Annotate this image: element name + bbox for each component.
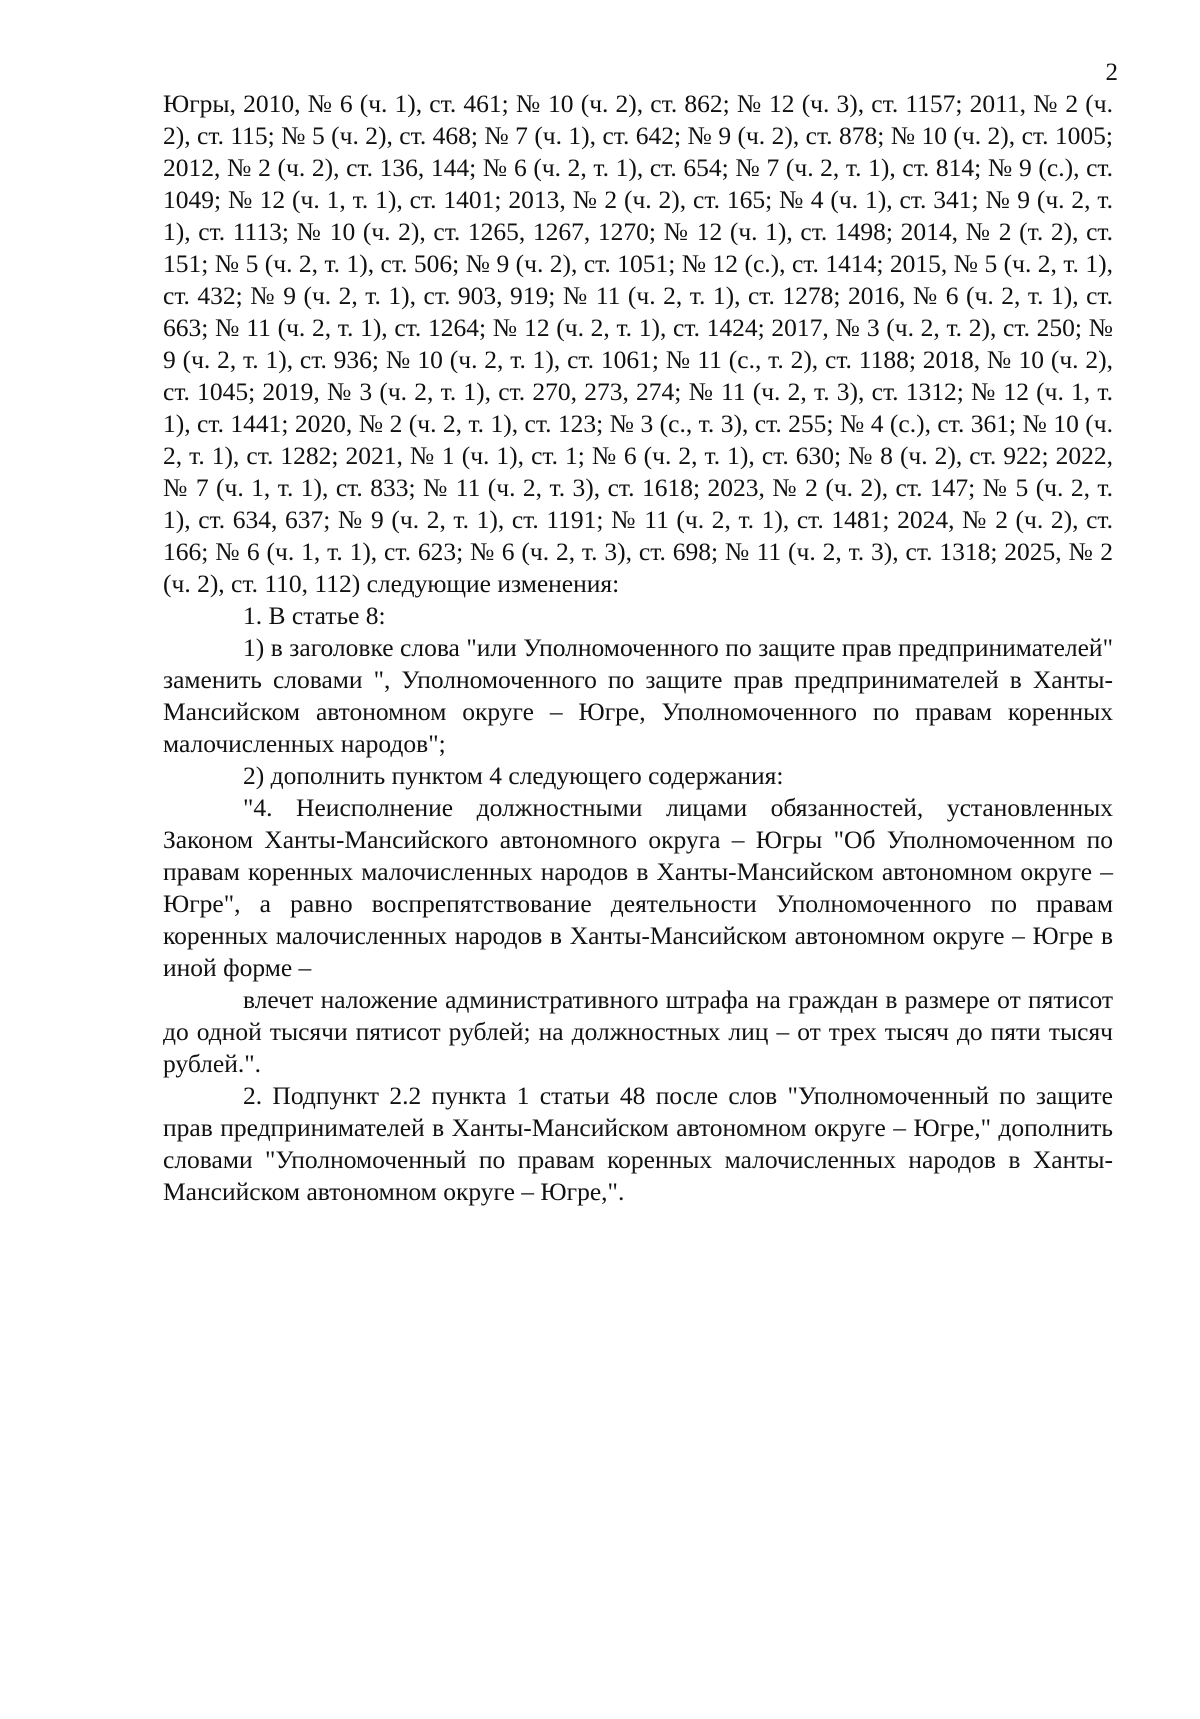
paragraph-point-4: "4. Неисполнение должностными лицами обязанностей, установленных Законом Ханты-Мансийского автономного округа – Югры "Об Уполномоченном по правам коренных малочисленных народов в Ханты-Мансийском автономном округе – Югре", а равно воспрепятствование деятельности Уполномоченного по правам коренных малочисленных народов в Ханты-Мансийском автономном округе – Югре в иной форме – — [163, 793, 1113, 982]
paragraph-item-1: 1) в заголовке слова "или Уполномоченного по защите прав предпринимателей" заменить словами ", Уполномоченного по защите прав предпринимателей в Ханты-Мансийском автономном округе – Югре, Уполномоченного по правам коренных малочисленных народов"; — [163, 633, 1113, 758]
document-body — [163, 88, 1113, 1208]
page-number: 2 — [1105, 59, 1118, 86]
paragraph-item-2: 2) дополнить пунктом 4 следующего содержания: — [243, 761, 784, 790]
paragraph-penalty: влечет наложение административного штрафа на граждан в размере от пятисот до одной тысячи пятисот рублей; на должностных лиц – от трех тысяч до пяти тысяч рублей.". — [163, 985, 1113, 1078]
paragraph-article-8: 1. В статье 8: — [243, 601, 386, 630]
paragraph-article-48: 2. Подпункт 2.2 пункта 1 статьи 48 после слов "Уполномоченный по защите прав предпринимателей в Ханты-Мансийском автономном округе – Югре," дополнить словами "Уполномоченный по правам коренных малочисленных народов в Ханты-Мансийском автономном округе – Югре,". — [163, 1081, 1113, 1206]
paragraph-citations: Югры, 2010, № 6 (ч. 1), ст. 461; № 10 (ч. 2), ст. 862; № 12 (ч. 3), ст. 1157; 2011, № 2 (ч. 2), ст. 115; № 5 (ч. 2), ст. 468; № 7 (ч. 1), ст. 642; № 9 (ч. 2), ст. 878; № 10 (ч. 2), ст. 1005; 2012, № 2 (ч. 2), ст. 136, 144; № 6 (ч. 2, т. 1), ст. 654; № 7 (ч. 2, т. 1), ст. 814; № 9 (с.), ст. 1049; № 12 (ч. 1, т. 1), ст. 1401; 2013, № 2 (ч. 2), ст. 165; № 4 (ч. 1), ст. 341; № 9 (ч. 2, т. 1), ст. 1113; № 10 (ч. 2), ст. 1265, 1267, 1270; № 12 (ч. 1), ст. 1498; 2014, № 2 (т. 2), ст. 151; № 5 (ч. 2, т. 1), ст. 506; № 9 (ч. 2), ст. 1051; № 12 (с.), ст. 1414; 2015, № 5 (ч. 2, т. 1), ст. 432; № 9 (ч. 2, т. 1), ст. 903, 919; № 11 (ч. 2, т. 1), ст. 1278; 2016, № 6 (ч. 2, т. 1), ст. 663; № 11 (ч. 2, т. 1), ст. 1264; № 12 (ч. 2, т. 1), ст. 1424; 2017, № 3 (ч. 2, т. 2), ст. 250; № 9 (ч. 2, т. 1), ст. 936; № 10 (ч. 2, т. 1), ст. 1061; № 11 (с., т. 2), ст. 1188; 2018, № 10 (ч. 2), ст. 1045; 2019, № 3 (ч. 2, т. 1), ст. 270, 273, 274; № 11 (ч. 2, т. 3), ст. 1312; № 12 (ч. 1, т. 1), ст. 1441; 2020, № 2 (ч. 2, т. 1), ст. 123; № 3 (с., т. 3), ст. 255; № 4 (с.), ст. 361; № 10 (ч. 2, т. 1), ст. 1282; 2021, № 1 (ч. 1), ст. 1; № 6 (ч. 2, т. 1), ст. 630; № 8 (ч. 2), ст. 922; 2022, № 7 (ч. 1, т. 1), ст. 833; № 11 (ч. 2, т. 3), ст. 1618; 2023, № 2 (ч. 2), ст. 147; № 5 (ч. 2, т. 1), ст. 634, 637; № 9 (ч. 2, т. 1), ст. 1191; № 11 (ч. 2, т. 1), ст. 1481; 2024, № 2 (ч. 2), ст. 166; № 6 (ч. 1, т. 1), ст. 623; № 6 (ч. 2, т. 3), ст. 698; № 11 (ч. 2, т. 3), ст. 1318; 2025, № 2 (ч. 2), ст. 110, 112) следующие изменения: — [163, 89, 1113, 598]
